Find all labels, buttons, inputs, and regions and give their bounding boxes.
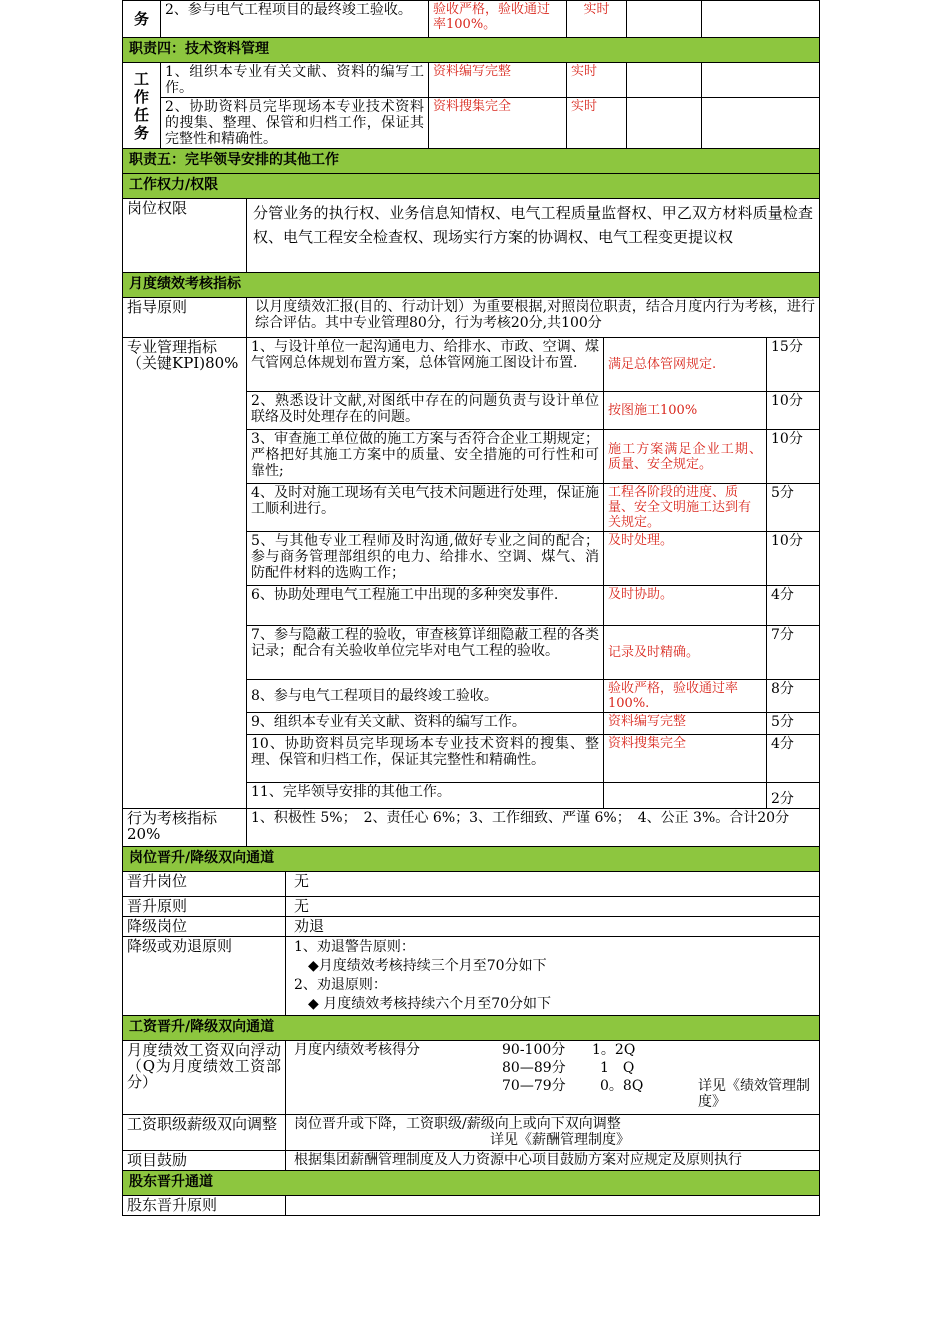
task-label-continued: 务 xyxy=(123,1,161,38)
salary-float-head: 月度内绩效考核得分 xyxy=(294,1042,420,1058)
kpi-item-standard: 及时协助。 xyxy=(604,586,767,626)
empty-cell xyxy=(627,1,702,38)
task-standard: 验收严格，验收通过率100%。 xyxy=(429,1,567,38)
salary-float-ref: 详见《绩效管理制度》 xyxy=(698,1078,810,1110)
demote-line: 1、劝退警告原则： xyxy=(294,939,415,955)
demote-label: 降级或劝退原则 xyxy=(123,937,286,1016)
task-standard: 资料搜集完全 xyxy=(429,98,567,149)
section-header-duty4: 职责四：技术资料管理 xyxy=(123,38,820,63)
kpi-item-text: 1、与设计单位一起沟通电力、给排水、市政、空调、煤气管网总体规划布置方案，总体管网施工图设计布置. xyxy=(247,338,604,392)
kpi-item-standard: 满足总体管网规定. xyxy=(604,338,767,392)
promotion-label: 晋升原则 xyxy=(123,897,286,917)
bonus-text: 根据集团薪酬管理制度及人力资源中心项目鼓励方案对应规定及原则执行 xyxy=(286,1151,820,1171)
kpi-item-score: 4分 xyxy=(767,735,820,783)
salary-range: 80—89分 xyxy=(502,1060,566,1076)
bonus-label: 项目鼓励 xyxy=(123,1151,286,1171)
kpi-item-standard: 资料编写完整 xyxy=(604,713,767,735)
behavior-text: 1、积极性 5%； 2、责任心 6%；3、工作细致、严谨 6%； 4、公正 3%。合计20分 xyxy=(247,809,820,847)
kpi-item-text: 7、参与隐蔽工程的验收，审查核算详细隐蔽工程的各类记录；配合有关验收单位完毕对电气工程的验收。 xyxy=(247,626,604,680)
section-header-shareholder: 股东晋升通道 xyxy=(123,1171,820,1196)
kpi-item-text: 3、审查施工单位做的施工方案与否符合企业工期规定；严格把好其施工方案中的质量、安全措施的可行性和可靠性; xyxy=(247,430,604,484)
promotion-value: 无 xyxy=(286,897,820,917)
section-header-authority: 工作权力/权限 xyxy=(123,174,820,199)
kpi-item-standard: 及时处理。 xyxy=(604,532,767,586)
demote-line: ◆月度绩效考核持续三个月至70分如下 xyxy=(308,958,547,974)
demote-line: ◆ 月度绩效考核持续六个月至70分如下 xyxy=(308,996,552,1012)
shareholder-value xyxy=(286,1196,820,1216)
salary-q: 0。8Q xyxy=(600,1078,644,1094)
kpi-item-standard: 工程各阶段的进度、质量、安全文明施工达到有关规定。 xyxy=(604,484,767,532)
demote-line: 2、劝退原则： xyxy=(294,977,387,993)
task-text: 2、协助资料员完毕现场本专业技术资料的搜集、整理、保管和归档工作，保证其完整性和精确性。 xyxy=(161,98,429,149)
kpi-item-score: 2分 xyxy=(767,783,820,809)
guide-text: 以月度绩效汇报(目的、行动计划）为重要根据,对照岗位职责，结合月度内行为考核，进行综合评估。其中专业管理80分，行为考核20分,共100分 xyxy=(247,298,820,338)
job-description-sheet xyxy=(122,0,819,1216)
kpi-item-text: 11、完毕领导安排的其他工作。 xyxy=(247,783,604,809)
empty-cell xyxy=(627,98,702,149)
behavior-label: 行为考核指标20% xyxy=(123,809,247,847)
section-header-promotion: 岗位晋升/降级双向通道 xyxy=(123,847,820,872)
salary-range: 90-100分 xyxy=(502,1042,566,1058)
task-time: 实时 xyxy=(567,1,627,38)
kpi-item-text: 10、协助资料员完毕现场本专业技术资料的搜集、整理、保管和归档工作，保证其完整性和精确性。 xyxy=(247,735,604,783)
kpi-item-score: 4分 xyxy=(767,586,820,626)
salary-range: 70—79分 xyxy=(502,1078,566,1094)
salary-grade-text: 岗位晋升或下降，工资职级/薪级向上或向下双向调整 xyxy=(294,1116,621,1132)
section-header-kpi: 月度绩效考核指标 xyxy=(123,273,820,298)
shareholder-label: 股东晋升原则 xyxy=(123,1196,286,1216)
promotion-value: 劝退 xyxy=(286,917,820,937)
section-header-duty5: 职责五：完毕领导安排的其他工作 xyxy=(123,149,820,174)
salary-q: 1 Q xyxy=(600,1060,635,1076)
kpi-item-text: 5、与其他专业工程师及时沟通,做好专业之间的配合；参与商务管理部组织的电力、给排水、空调、煤气、消防配件材料的选购工作； xyxy=(247,532,604,586)
kpi-item-text: 2、熟悉设计文献,对图纸中存在的问题负责与设计单位联络及时处理存在的问题。 xyxy=(247,392,604,430)
kpi-item-score: 8分 xyxy=(767,680,820,713)
kpi-item-score: 10分 xyxy=(767,532,820,586)
empty-cell xyxy=(702,63,820,98)
kpi-item-score: 5分 xyxy=(767,713,820,735)
kpi-item-standard: 验收严格，验收通过率100%. xyxy=(604,680,767,713)
kpi-item-text: 4、及时对施工现场有关电气技术问题进行处理，保证施工顺利进行。 xyxy=(247,484,604,532)
kpi-item-standard: 记录及时精确。 xyxy=(604,626,767,680)
duty-table xyxy=(122,0,820,199)
task-time: 实时 xyxy=(567,63,627,98)
kpi-item-standard: 施工方案满足企业工期、质量、安全规定。 xyxy=(604,430,767,484)
salary-grade-cell xyxy=(286,1115,820,1151)
promotion-value: 无 xyxy=(286,872,820,897)
kpi-item-text: 8、参与电气工程项目的最终竣工验收。 xyxy=(247,680,604,713)
salary-grade-ref: 详见《薪酬管理制度》 xyxy=(490,1132,630,1148)
kpi-item-text: 9、组织本专业有关文献、资料的编写工作。 xyxy=(247,713,604,735)
work-task-label: 工作任务 xyxy=(123,63,161,149)
task-text: 1、组织本专业有关文献、资料的编写工作。 xyxy=(161,63,429,98)
authority-text: 分管业务的执行权、业务信息知情权、电气工程质量监督权、甲乙双方材料质量检查权、电气工程安全检查权、现场实行方案的协调权、电气工程变更提议权 xyxy=(247,199,820,273)
kpi-item-text: 6、协助处理电气工程施工中出现的多种突发事件. xyxy=(247,586,604,626)
salary-float-label: 月度绩效工资双向浮动（Q为月度绩效工资部分） xyxy=(123,1041,286,1115)
pro-kpi-label: 专业管理指标（关键KPI)80% xyxy=(123,338,247,809)
promotion-label: 晋升岗位 xyxy=(123,872,286,897)
empty-cell xyxy=(627,63,702,98)
kpi-item-score: 10分 xyxy=(767,430,820,484)
demote-rules xyxy=(286,937,820,1016)
empty-cell xyxy=(702,1,820,38)
kpi-item-standard: 资料搜集完全 xyxy=(604,735,767,783)
task-text: 2、参与电气工程项目的最终竣工验收。 xyxy=(161,1,429,38)
kpi-item-score: 10分 xyxy=(767,392,820,430)
kpi-item-score: 15分 xyxy=(767,338,820,392)
salary-grade-label: 工资职级薪级双向调整 xyxy=(123,1115,286,1151)
authority-label: 岗位权限 xyxy=(123,199,247,273)
salary-q: 1。2Q xyxy=(592,1042,636,1058)
kpi-item-score: 7分 xyxy=(767,626,820,680)
section-header-salary: 工资晋升/降级双向通道 xyxy=(123,1016,820,1041)
kpi-item-standard: 按图施工100% xyxy=(604,392,767,430)
task-time: 实时 xyxy=(567,98,627,149)
empty-cell xyxy=(702,98,820,149)
guide-label: 指导原则 xyxy=(123,298,247,338)
salary-float-cell xyxy=(286,1041,820,1115)
kpi-table xyxy=(122,198,820,847)
kpi-item-score: 5分 xyxy=(767,484,820,532)
channel-table xyxy=(122,846,820,1216)
promotion-label: 降级岗位 xyxy=(123,917,286,937)
task-standard: 资料编写完整 xyxy=(429,63,567,98)
kpi-item-standard xyxy=(604,783,767,809)
